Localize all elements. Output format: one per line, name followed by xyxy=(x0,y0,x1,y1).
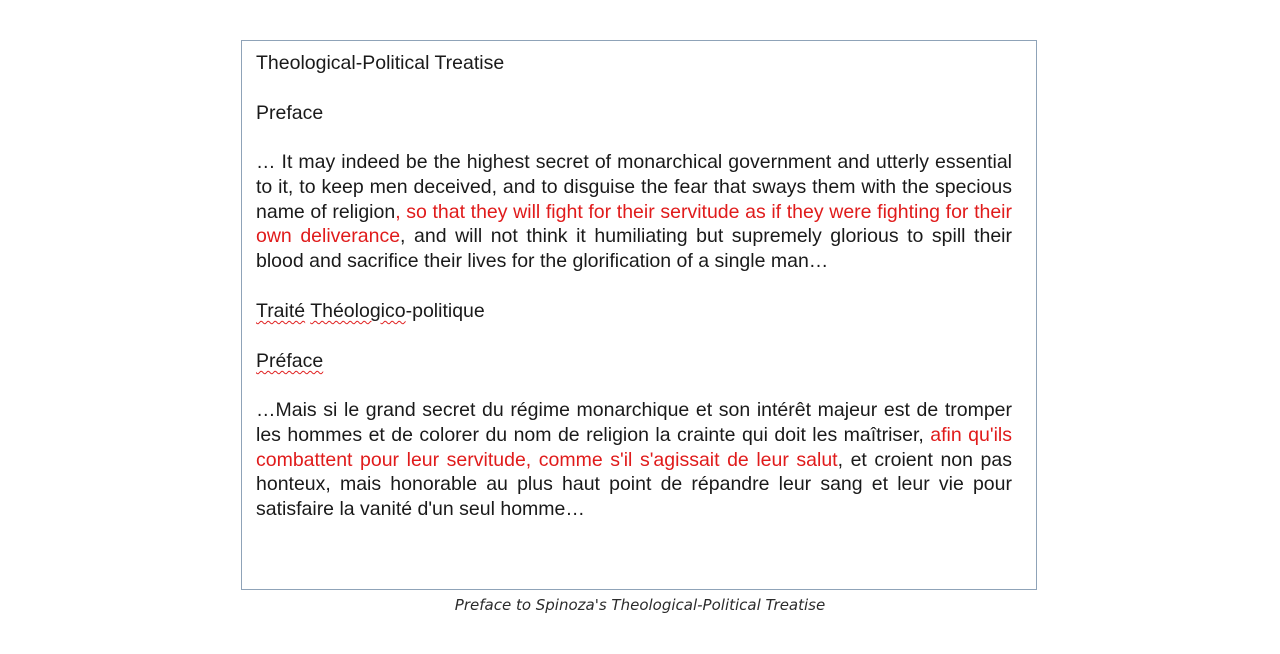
english-paragraph xyxy=(256,150,1012,274)
image-caption: Preface to Spinoza's Theological-Political Treatise xyxy=(454,596,826,614)
english-preface-heading: Preface xyxy=(256,102,324,124)
french-title-word-theologico: Théologico xyxy=(310,299,406,322)
french-preface-word: Préface xyxy=(256,349,324,372)
english-title: Theological-Political Treatise xyxy=(256,52,505,74)
french-preface-heading xyxy=(256,348,1012,374)
french-text-before: …Mais si le grand secret du régime monarchique et son intérêt majeur est de tromper les hommes et de colorer du nom de religion la crainte qui doit les maîtriser, xyxy=(256,398,1012,446)
french-text-after: , et croient non pas honteux, mais honorable au plus haut point de répandre leur sang et leur vie pour satisfaire la vanité d'un seul homme… xyxy=(256,448,1012,521)
english-text-before: … It may indeed be the highest secret of monarchical government and utterly essential to it, to keep men deceived, and to disguise the fear that sways them with the specious name of religion xyxy=(256,151,1012,223)
french-title-word-traite: Traité xyxy=(256,299,306,322)
document-image xyxy=(241,40,1037,590)
french-paragraph xyxy=(256,398,1012,522)
english-highlighted-text: , so that they will fight for their servitude as if they were fighting for their own deliverance xyxy=(256,200,1013,248)
english-text-after: , and will not think it humiliating but supremely glorious to spill their blood and sacrifice their lives for the glorification of a single man… xyxy=(256,225,1012,273)
french-title-rest: -politique xyxy=(405,299,485,322)
document-content xyxy=(256,50,1012,522)
french-highlighted-text: afin qu'ils combattent pour leur servitude, comme s'il s'agissait de leur salut xyxy=(256,423,1013,471)
french-title xyxy=(256,298,1012,324)
